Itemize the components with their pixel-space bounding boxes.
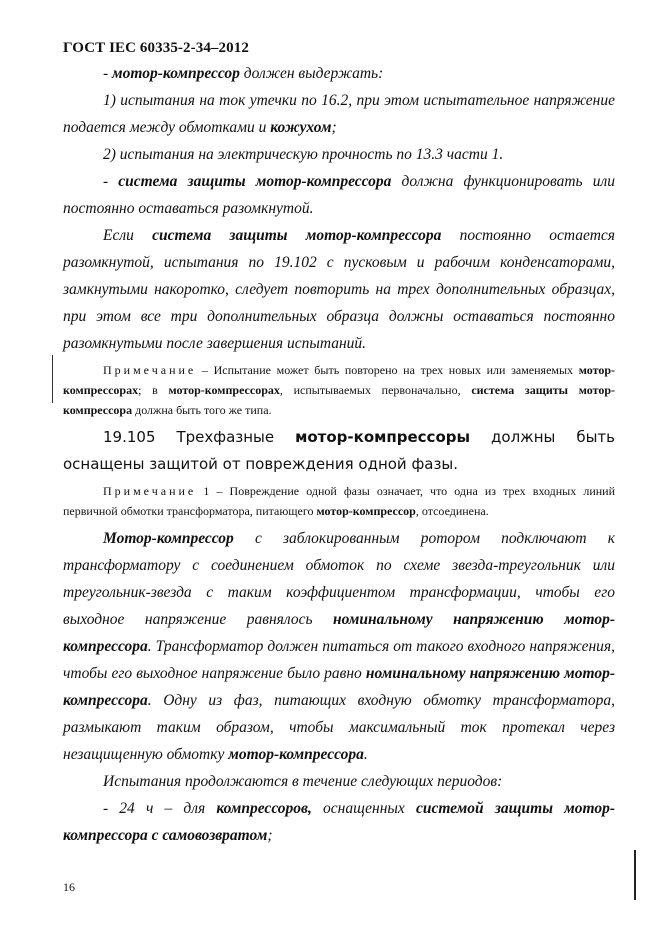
paragraph-leakage-test: 1) испытания на ток утечки по 16.2, при этом испытательное напряжение подается между обмотками и кожухом; <box>63 92 615 136</box>
term-compressors: компрессоров, <box>216 800 312 817</box>
change-bar-right <box>634 850 636 900</box>
term-protection-system: система защиты мотор-компрессора <box>152 227 442 244</box>
paragraph-24h-period: - 24 ч – для компрессоров, оснащенных системой защиты мотор-компрессора с самовозвратом; <box>63 800 615 844</box>
term-motor-compressor: мотор-компрессора <box>228 746 364 763</box>
paragraph-test-periods: Испытания продолжаются в течение следующих периодов: <box>103 773 503 790</box>
page-header-standard-title: ГОСТ IEC 60335-2-34–2012 <box>63 40 249 56</box>
change-bar-left <box>52 355 53 403</box>
paragraph-protection-system: - система защиты мотор-компрессора должна функционировать или постоянно оставаться разомкнутой. <box>63 173 615 217</box>
paragraph-electric-strength-test: 2) испытания на электрическую прочность по 13.3 части 1. <box>103 146 504 163</box>
term-motor-compressors: мотор-компрессоры <box>295 428 471 446</box>
term-self-resetting-protection: системой защиты мотор-компрессора с самовозвратом <box>63 800 615 844</box>
paragraph-open-protector-retest: Если система защиты мотор-компрессора постоянно остается разомкнутой, испытания по 19.102 с пусковым и рабочим конденсаторами, замкнутыми накоротко, следует повторить на трех дополнительных образцах, при этом все три дополнительных образца должны оставаться постоянно разомкнутыми после завершения испытаний. <box>63 227 615 352</box>
note-phase-failure: Примечание 1 – Повреждение одной фазы означает, что одна из трех входных линий первичной обмотки трансформатора, питающего мотор-компрессор, отсоединена. <box>63 484 616 518</box>
paragraph-locked-rotor-test: Мотор-компрессор с заблокированным ротором подключают к трансформатору с соединением обмоток по схеме звезда-треугольник или треугольник-звезда с таким коэффициентом трансформации, чтобы его выходное напряжение равнялось номинальному напряжению мотор-компрессора. Трансформатор должен питаться от такого входного напряжения, чтобы его выходное напряжение было равно номинальному напряжению мотор-компрессора. Одну из фаз, питающих входную обмотку трансформатора, размыкают таким образом, чтобы максимальный ток протекал через незащищенную обмотку мотор-компрессора. <box>63 530 615 763</box>
term-motor-compressor: мотор-компрессор <box>112 65 240 82</box>
note-label: Примечание <box>103 363 197 377</box>
paragraph-motor-compressor-withstand: - мотор-компрессор должен выдержать: <box>103 65 384 82</box>
note-retest: Примечание – Испытание может быть повторено на трех новых или заменяемых мотор-компрессорах; в мотор-компрессорах, испытываемых первоначально, система защиты мотор-компрессора должна быть того же типа. <box>63 363 616 417</box>
clause-19-105: 19.105 Трехфазные мотор-компрессоры должны быть оснащены защитой от повреждения одной фазы. <box>63 428 615 473</box>
page-number: 16 <box>63 880 75 894</box>
term-protection-system: система защиты мотор-компрессора <box>118 173 392 190</box>
note-label: Примечание <box>103 484 197 498</box>
document-body <box>63 60 615 849</box>
term-rated-voltage: номинальному напряжению мотор-компрессора <box>63 611 615 655</box>
term-rated-voltage: номинальному напряжению мотор-компрессора <box>63 665 615 709</box>
term-enclosure: кожухом <box>270 119 332 136</box>
term-motor-compressor: Мотор-компрессор <box>103 530 234 547</box>
